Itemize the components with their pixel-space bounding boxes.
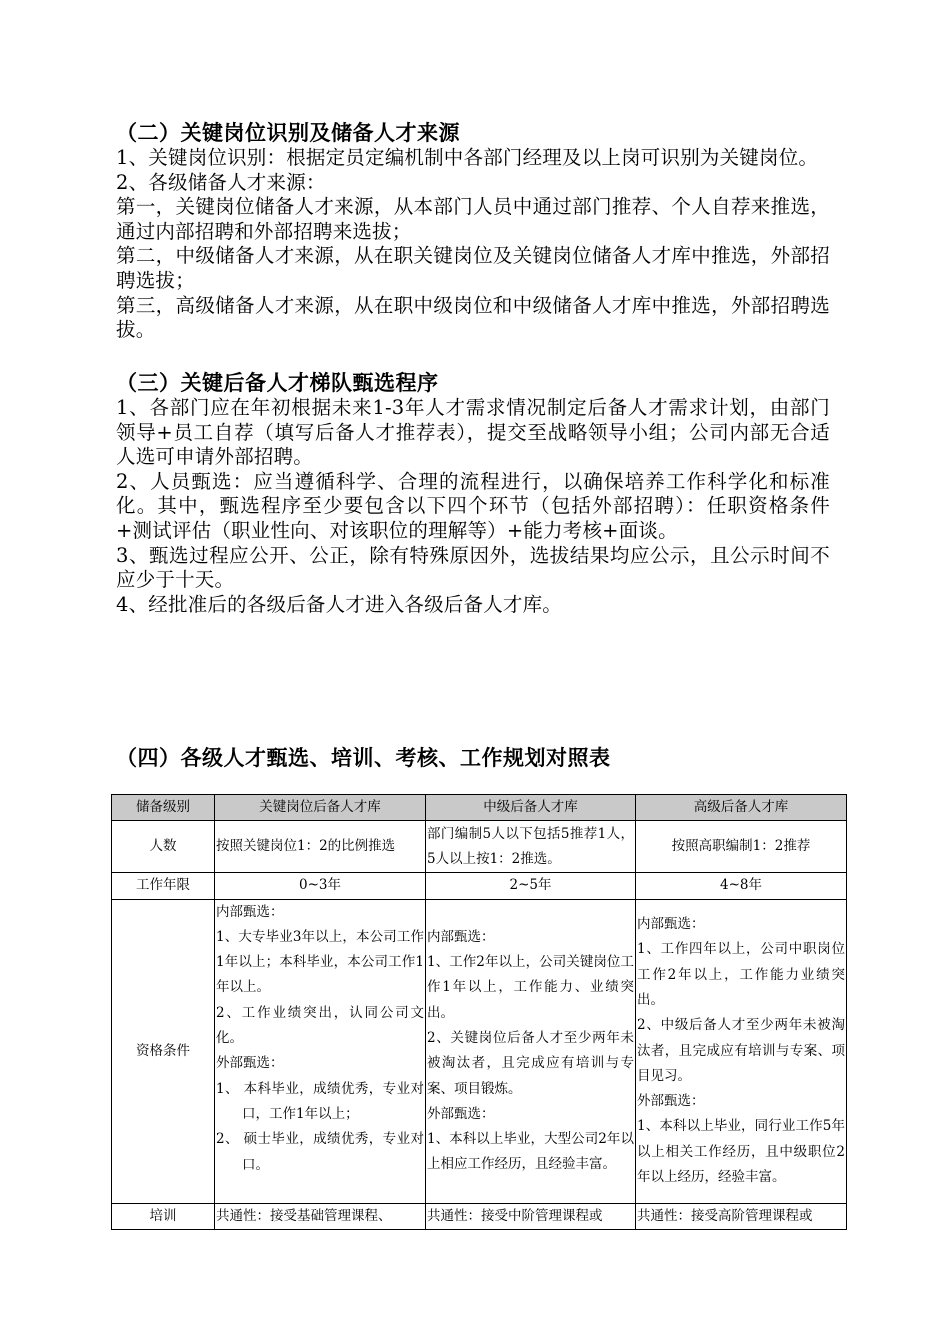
table-cell: 部门编制5人以下包括5推荐1人，5人以上按1：2推选。: [426, 821, 636, 873]
cell-line: 外部甄选：: [216, 1055, 284, 1072]
table-row-years: [112, 873, 847, 899]
paragraph: 第二，中级储备人才来源，从在职关键岗位及关键岗位储备人才库中推选，外部招聘选拔；: [116, 244, 830, 292]
cell-line: 2、关键岗位后备人才至少两年未被淘汰者，且完成应有培训与专案、项目锻炼。: [427, 1029, 634, 1097]
comparison-table: [111, 794, 847, 1230]
table-cell: [215, 899, 426, 1203]
header-cell: 关键岗位后备人才库: [215, 795, 426, 821]
table-heading: （四）各级人才甄选、培训、考核、工作规划对照表: [116, 746, 611, 770]
table-cell: 共通性：接受基础管理课程、: [215, 1203, 426, 1229]
table-cell: 2~5年: [426, 873, 636, 899]
section-heading: （二）关键岗位识别及储备人才来源: [116, 121, 460, 145]
cell-line: 2、工作业绩突出，认同公司文化。: [216, 1004, 424, 1047]
table-header-row: [112, 795, 847, 821]
table-cell: 按照关键岗位1：2的比例推选: [215, 821, 426, 873]
paragraph: 第一，关键岗位储备人才来源，从本部门人员中通过部门推荐、个人自荐来推选，通过内部招聘和外部招聘来选拔；: [116, 195, 830, 243]
cell-line: 1、工作四年以上，公司中职岗位工作2年以上，工作能力业绩突出。: [637, 941, 845, 1008]
cell-line: 内部甄选：: [637, 916, 705, 933]
row-label: 培训: [112, 1203, 215, 1229]
cell-line: 外部甄选：: [637, 1093, 705, 1110]
cell-line: 1、大专毕业3年以上，本公司工作1年以上；本科毕业，本公司工作1年以上。: [216, 928, 424, 996]
header-cell: 中级后备人才库: [426, 795, 636, 821]
header-cell: 高级后备人才库: [636, 795, 847, 821]
table-row-qualification: [112, 899, 847, 1203]
paragraph: 4、经批准后的各级后备人才进入各级后备人才库。: [116, 592, 563, 616]
table-row-training: [112, 1203, 847, 1229]
table-cell: [426, 899, 636, 1203]
table-cell: 4~8年: [636, 873, 847, 899]
row-label: 人数: [112, 821, 215, 873]
cell-line: 外部甄选：: [427, 1105, 495, 1122]
cell-line: 内部甄选：: [427, 928, 495, 945]
section-selection-procedure: [116, 370, 830, 617]
cell-line: 1、本科以上毕业，大型公司2年以上相应工作经历，且经验丰富。: [427, 1131, 634, 1173]
table-row-headcount: [112, 821, 847, 873]
cell-line: 1、本科以上毕业，同行业工作5年以上相关工作经历，且中级职位2年以上经历，经验丰富。: [637, 1118, 845, 1186]
paragraph: 1、关键岗位识别：根据定员定编机制中各部门经理及以上岗可识别为关键岗位。: [116, 146, 819, 169]
section-heading: （三）关键后备人才梯队甄选程序: [116, 371, 439, 395]
cell-line: 内部甄选：: [216, 903, 284, 920]
cell-line: 2、中级后备人才至少两年未被淘汰者，且完成应有培训与专案、项目见习。: [637, 1017, 845, 1084]
table-cell: [636, 899, 847, 1203]
row-label: 资格条件: [112, 899, 215, 1203]
table-cell: 共通性：接受中阶管理课程或: [426, 1203, 636, 1229]
section-key-positions: [116, 120, 830, 343]
cell-line: 1、 本科毕业，成绩优秀，专业对口，工作1年以上；: [216, 1080, 424, 1122]
paragraph: 1、各部门应在年初根据未来1-3年人才需求情况制定后备人才需求计划，由部门领导+员工自荐（填写后备人才推荐表），提交至战略领导小组；公司内部无合适人选可申请外部招聘。: [116, 396, 830, 469]
cell-spacer: [216, 1178, 424, 1203]
paragraph: 2、各级储备人才来源：: [116, 170, 326, 194]
table-cell: 0~3年: [215, 873, 426, 899]
cell-line: 2、 硕士毕业，成绩优秀，专业对口。: [216, 1131, 424, 1173]
paragraph: 2、人员甄选：应当遵循科学、合理的流程进行，以确保培养工作科学化和标准化。其中，甄选程序至少要包含以下四个环节（包括外部招聘）：任职资格条件+测试评估（职业性向、对该职位的理解等）+能力考核+面谈。: [116, 469, 830, 542]
cell-line: 1、工作2年以上，公司关键岗位工作1年以上，工作能力、业绩突出。: [427, 954, 634, 1021]
paragraph: 3、甄选过程应公开、公正，除有特殊原因外，选拔结果均应公示，且公示时间不应少于十天。: [116, 543, 830, 592]
paragraph: 第三，高级储备人才来源，从在职中级岗位和中级储备人才库中推选，外部招聘选拔。: [116, 293, 830, 342]
row-label: 工作年限: [112, 873, 215, 899]
header-cell: 储备级别: [112, 795, 215, 821]
table-cell: 共通性：接受高阶管理课程或: [636, 1203, 847, 1229]
table-cell: 按照高职编制1：2推荐: [636, 821, 847, 873]
